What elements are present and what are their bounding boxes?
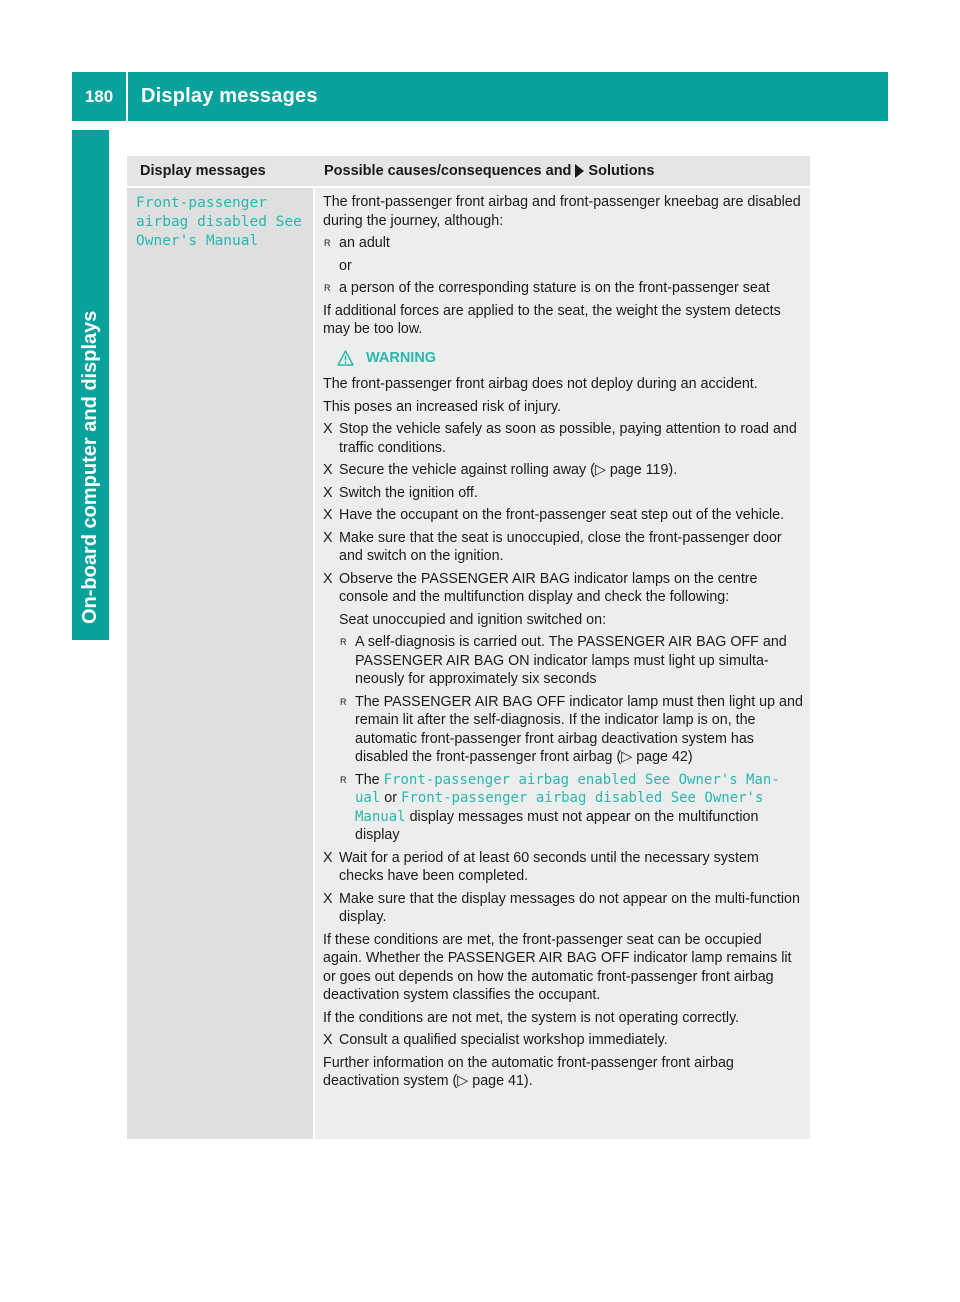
conditions-met-text: If these conditions are met, the front-passenger seat can be occupied again. Whether the PASSENGER AIR BAG OFF indicator lamp remains lit or goes out depends on how the automatic front-passenger front airbag deactivation system classifies the occupant. [323, 931, 792, 1003]
column-header-solutions [314, 156, 654, 186]
display-message-enabled: Front-passenger airbag enabled See Owner's Man‐ual [355, 771, 780, 806]
column-header-messages: Display messages [140, 163, 266, 179]
step-marker-icon: X [323, 890, 333, 907]
bullet-icon: R [340, 696, 347, 707]
step-item: X Switch the ignition off. [323, 484, 478, 501]
step-marker-icon: X [323, 529, 333, 546]
intro-text: The front-passenger front airbag and front-passenger kneebag are disabled during the journey, although: [323, 194, 801, 229]
step-item: X Observe the PASSENGER AIR BAG indicator lamps on the centre console and the multifunction display and check the following: [323, 570, 758, 605]
bullet-icon: R [340, 774, 347, 785]
seat-unoccupied-text: Seat unoccupied and ignition switched on: [339, 611, 607, 628]
message-line-2: airbag disabled See [136, 214, 302, 230]
bullet-icon: R [324, 238, 331, 248]
step-item: X Have the occupant on the front-passenger seat step out of the vehicle. [323, 507, 785, 523]
message-line-1: Front-passenger [136, 195, 267, 211]
warning-text-1: The front-passenger front airbag does not deploy during an accident. [323, 376, 758, 392]
page-title: Display messages [141, 85, 318, 107]
messages-table [127, 156, 810, 1139]
solutions-cell [315, 188, 810, 1139]
header-bar [72, 72, 888, 121]
step-marker-icon: X [323, 507, 333, 523]
warning-label: WARNING [366, 349, 437, 366]
step-item: X Secure the vehicle against rolling away (▷ page 119). [323, 462, 678, 478]
list-item: R an adult [324, 235, 390, 251]
list-item: R a person of the corresponding stature is on the front-passenger seat [324, 280, 770, 296]
step-marker-icon: X [323, 484, 333, 501]
forces-text: If additional forces are applied to the seat, the weight the system detects may be too low. [323, 302, 781, 337]
side-tab [72, 130, 109, 640]
step-marker-icon: X [323, 849, 333, 866]
step-marker-icon: X [323, 421, 333, 437]
column-header-solutions-pre: Possible causes/consequences and [324, 163, 572, 179]
step-marker-icon: X [323, 1032, 333, 1048]
side-tab-label: On-board computer and displays [79, 310, 101, 624]
display-message-disabled: Front-passenger airbag disabled See Owner's Manual [355, 790, 764, 825]
further-info-text: Further information on the automatic front-passenger front airbag deactivation system (▷ page 41). [323, 1054, 734, 1089]
warning-text-2: This poses an increased risk of injury. [323, 398, 562, 415]
list-item: R The Front-passenger airbag enabled See Owner's Man‐ual or Front-passenger airbag disabled See Owner's Manual display messages must not appear on the multifunction display [340, 771, 780, 843]
step-marker-icon: X [323, 570, 333, 587]
page-number: 180 [72, 72, 128, 121]
step-item: X Consult a qualified specialist workshop immediately. [323, 1032, 668, 1048]
step-item: X Wait for a period of at least 60 seconds until the necessary system checks have been completed. [323, 849, 759, 884]
list-item: R The PASSENGER AIR BAG OFF indicator lamp must then light up and remain lit after the self-diagnosis. If the indicator lamp is on, the automatic front-passenger front airbag deactivation system has disabled the front-passenger front airbag (▷ page 42) [340, 693, 803, 765]
play-arrow-icon [575, 164, 584, 178]
step-marker-icon: X [323, 462, 333, 478]
or-text: or [339, 257, 352, 274]
table-header [127, 156, 810, 186]
warning-heading [323, 349, 804, 368]
step-item: X Make sure that the display messages do not appear on the multi-function display. [323, 890, 800, 925]
message-cell [127, 188, 313, 1139]
step-item: X Stop the vehicle safely as soon as possible, paying attention to road and traffic conditions. [323, 421, 797, 456]
bullet-icon: R [324, 283, 331, 293]
message-line-3: Owner's Manual [136, 233, 259, 249]
bullet-icon: R [340, 637, 347, 647]
conditions-not-met-text: If the conditions are not met, the system is not operating correctly. [323, 1009, 740, 1026]
warning-triangle-icon [337, 350, 354, 366]
column-header-solutions-post: Solutions [588, 163, 655, 179]
list-item: R A self-diagnosis is carried out. The PASSENGER AIR BAG OFF and PASSENGER AIR BAG ON indicator lamps must light up simulta-neously for approximately six seconds [340, 634, 787, 687]
step-item: X Make sure that the seat is unoccupied, close the front-passenger door and switch on the ignition. [323, 529, 782, 564]
